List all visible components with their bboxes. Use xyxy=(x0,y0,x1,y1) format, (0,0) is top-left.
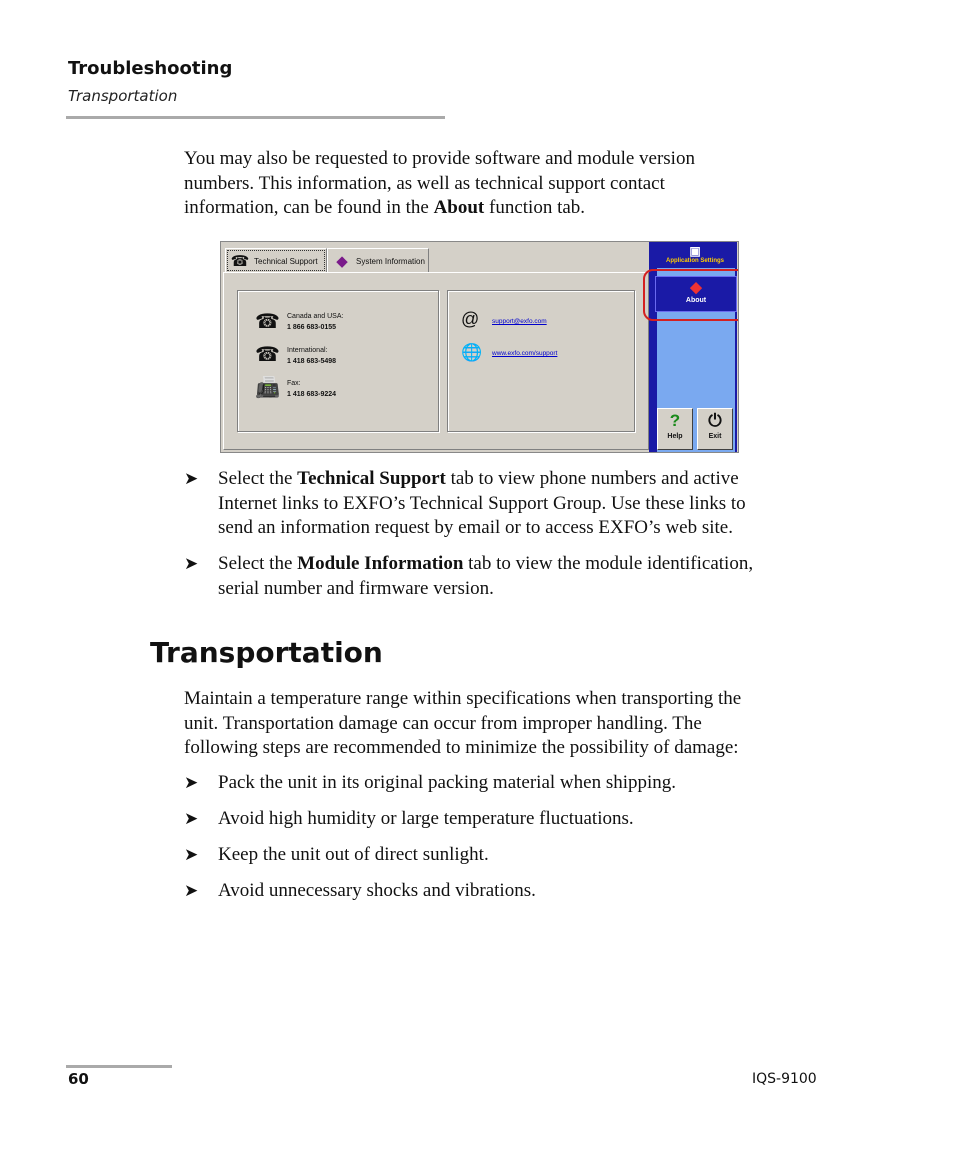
exit-label: Exit xyxy=(708,433,722,440)
bullet-bold-term: Technical Support xyxy=(297,468,446,489)
running-header-chapter: Troubleshooting xyxy=(68,58,233,79)
tab-system-information[interactable] xyxy=(327,248,429,273)
fax-contact xyxy=(287,378,336,400)
intro-text: function tab. xyxy=(484,197,586,218)
step-text: Keep the unit out of direct sunlight. xyxy=(218,844,489,865)
help-icon: ? xyxy=(669,411,681,430)
bullet-arrow-icon: ➤ xyxy=(184,773,199,792)
international-contact xyxy=(287,345,336,367)
intro-line xyxy=(184,196,824,221)
para-line: Maintain a temperature range within specifications when transporting the xyxy=(184,688,742,709)
telephone-icon: ☎ xyxy=(255,344,280,366)
exit-button[interactable] xyxy=(697,408,733,450)
step-item xyxy=(184,771,824,797)
bullet-text: tab to view phone numbers and active xyxy=(445,468,739,489)
bullet-arrow-icon: ➤ xyxy=(184,809,199,828)
bullet-line xyxy=(218,467,824,492)
page-number: 60 xyxy=(68,1070,89,1088)
step-text: Avoid high humidity or large temperature fluctuations. xyxy=(218,808,634,829)
email-link[interactable]: support@exfo.com xyxy=(492,318,547,325)
bullet-technical-support xyxy=(184,467,824,541)
help-button[interactable] xyxy=(657,408,693,450)
step-item xyxy=(184,807,824,833)
application-settings-button[interactable] xyxy=(655,244,735,270)
book-icon: ◆ xyxy=(690,279,702,296)
header-rule xyxy=(66,116,445,119)
bullet-bold-term: Module Information xyxy=(297,553,464,574)
tab-label: System Information xyxy=(356,256,425,266)
contact-number: 1 418 683-5498 xyxy=(287,358,337,365)
tab-strip xyxy=(221,242,649,272)
contact-number: 1 418 683-9224 xyxy=(287,391,337,398)
intro-line: numbers. This information, as well as technical support contact xyxy=(184,172,665,194)
footer-rule xyxy=(66,1065,172,1068)
application-settings-label: Application Settings xyxy=(665,258,724,264)
bullet-text: Select the xyxy=(218,553,298,574)
bullet-arrow-icon: ➤ xyxy=(184,469,199,488)
section-heading: Transportation xyxy=(150,636,383,669)
canada-contact xyxy=(287,311,343,333)
intro-text: information, can be found in the xyxy=(184,197,434,218)
telephone-icon: ☎ xyxy=(230,253,250,270)
about-term: About xyxy=(433,197,485,218)
contact-label: Canada and USA: xyxy=(287,313,344,320)
telephone-icon: ☎ xyxy=(255,311,280,333)
globe-icon: 🌐 xyxy=(461,343,483,362)
contact-label: International: xyxy=(287,347,328,354)
email-icon: @ xyxy=(461,309,480,329)
bullet-arrow-icon: ➤ xyxy=(184,554,199,573)
book-icon: ◆ xyxy=(336,253,348,270)
about-label: About xyxy=(685,297,707,304)
para-line: following steps are recommended to minimize the possibility of damage: xyxy=(184,737,739,758)
power-icon: ⏻ xyxy=(708,411,722,430)
tab-technical-support[interactable] xyxy=(225,248,327,273)
running-header-section: Transportation xyxy=(68,87,178,105)
bullet-module-information xyxy=(184,552,824,602)
tab-label: Technical Support xyxy=(254,256,318,266)
bullet-arrow-icon: ➤ xyxy=(184,845,199,864)
step-text: Avoid unnecessary shocks and vibrations. xyxy=(218,880,536,901)
help-label: Help xyxy=(667,433,683,440)
settings-icon: ▣ xyxy=(689,244,701,258)
contact-label: Fax: xyxy=(287,380,301,387)
bullet-arrow-icon: ➤ xyxy=(184,881,199,900)
intro-paragraph xyxy=(184,147,824,221)
bullet-text: tab to view the module identification, xyxy=(463,553,754,574)
bullet-line xyxy=(218,552,824,577)
web-link[interactable]: www.exfo.com/support xyxy=(492,350,558,357)
bullet-line: serial number and firmware version. xyxy=(218,577,494,599)
transportation-paragraph xyxy=(184,687,824,761)
para-line: unit. Transportation damage can occur from improper handling. The xyxy=(184,712,702,734)
bullet-line: Internet links to EXFO’s Technical Support Group. Use these links to xyxy=(218,492,746,514)
step-text: Pack the unit in its original packing material when shipping. xyxy=(218,772,677,793)
fax-icon: 📠 xyxy=(255,377,280,399)
about-tab-screenshot xyxy=(220,241,739,453)
intro-line: You may also be requested to provide software and module version xyxy=(184,148,695,169)
document-name: IQS-9100 xyxy=(752,1071,817,1087)
about-highlight-circle xyxy=(643,269,739,321)
bullet-text: Select the xyxy=(218,468,298,489)
step-item xyxy=(184,843,824,869)
step-item xyxy=(184,879,824,905)
bullet-line: send an information request by email or to access EXFO’s web site. xyxy=(218,517,733,538)
contact-number: 1 866 683-0155 xyxy=(287,324,337,331)
